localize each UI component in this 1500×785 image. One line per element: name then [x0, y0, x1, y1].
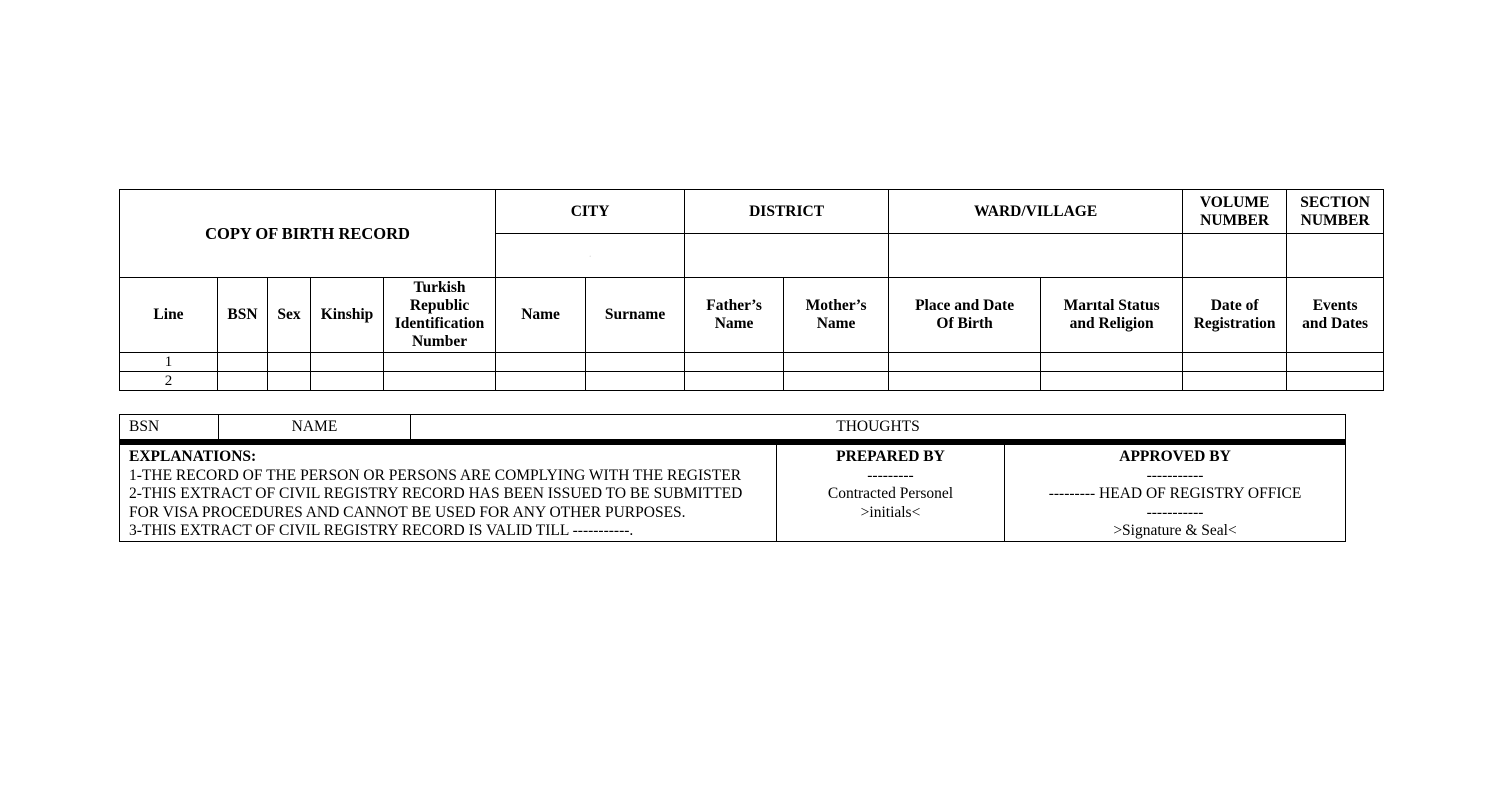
- footer-bsn-label: BSN: [120, 415, 219, 443]
- col-mothers-name: Mother’s Name: [784, 278, 889, 353]
- birth-record-table: [119, 189, 1384, 391]
- approved-by-signature: >Signature & Seal<: [1113, 522, 1237, 539]
- approved-by-block: APPROVED BY ----------- --------- HEAD OF REGISTRY OFFICE ----------- >Signature & Seal<: [1005, 442, 1346, 541]
- col-events-and-dates: Events and Dates: [1287, 278, 1384, 353]
- explanation-1: 1-THE RECORD OF THE PERSON OR PERSONS ARE COMPLYING WITH THE REGISTER: [129, 466, 742, 484]
- col-line: Line: [120, 278, 218, 353]
- prepared-by-initials: >initials<: [860, 503, 921, 521]
- col-fathers-name: Father’s Name: [685, 278, 784, 353]
- approved-by-role: --------- HEAD OF REGISTRY OFFICE: [1048, 485, 1302, 502]
- approved-by-title: APPROVED BY: [1119, 448, 1231, 465]
- col-marital-status-religion: Marıtal Status and Religion: [1041, 278, 1183, 353]
- city-value: ·: [496, 234, 685, 278]
- ward-village-value: [889, 234, 1183, 278]
- ward-village-label: WARD/VILLAGE: [889, 190, 1183, 234]
- col-bsn: BSN: [218, 278, 268, 353]
- city-label: CITY: [496, 190, 685, 234]
- col-name: Name: [496, 278, 586, 353]
- prepared-by-role: Contracted Personel: [827, 485, 954, 502]
- district-label: DISTRICT: [685, 190, 889, 234]
- explanations-block: [120, 442, 777, 541]
- table-row: [120, 353, 1384, 372]
- col-surname: Surname: [586, 278, 685, 353]
- col-kinship: Kinship: [311, 278, 384, 353]
- col-date-of-registration: Date of Registration: [1183, 278, 1287, 353]
- row-line-number: 2: [120, 372, 218, 391]
- explanations-title: EXPLANATIONS:: [129, 448, 257, 465]
- table-row: [120, 372, 1384, 391]
- col-tr-identification-number: Turkish Republic Identification Number: [384, 278, 496, 353]
- section-number-label: SECTION NUMBER: [1287, 190, 1384, 234]
- explanation-2b: FOR VISA PROCEDURES AND CANNOT BE USED FOR ANY OTHER PURPOSES.: [129, 503, 686, 521]
- footer-table: [119, 414, 1346, 542]
- footer-thoughts-label: THOUGHTS: [411, 415, 1346, 443]
- row-line-number: 1: [120, 353, 218, 372]
- volume-number-value: [1183, 234, 1287, 278]
- col-sex: Sex: [268, 278, 311, 353]
- prepared-by-title: PREPARED BY: [836, 448, 945, 465]
- record-title: COPY OF BIRTH RECORD: [120, 190, 496, 278]
- volume-number-label: VOLUME NUMBER: [1183, 190, 1287, 234]
- footer-name-label: NAME: [219, 415, 411, 443]
- col-place-date-of-birth: Place and Date Of Birth: [889, 278, 1041, 353]
- section-number-value: [1287, 234, 1384, 278]
- explanation-2a: 2-THIS EXTRACT OF CIVIL REGISTRY RECORD HAS BEEN ISSUED TO BE SUBMITTED: [129, 485, 743, 502]
- explanation-3: 3-THIS EXTRACT OF CIVIL REGISTRY RECORD IS VALID TILL -----------.: [129, 522, 634, 539]
- district-value: [685, 234, 889, 278]
- prepared-by-block: PREPARED BY --------- Contracted Personel >initials<: [777, 442, 1005, 541]
